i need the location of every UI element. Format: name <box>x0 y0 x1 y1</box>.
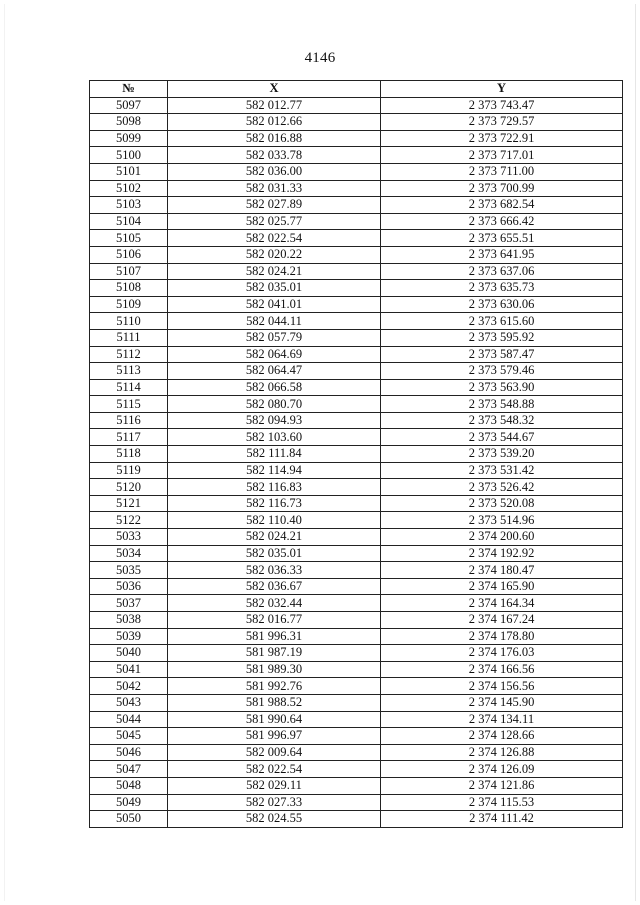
table-row <box>90 495 623 512</box>
point-number-cell: 5035 <box>90 562 168 579</box>
point-number-cell: 5116 <box>90 412 168 429</box>
point-number-cell: 5118 <box>90 446 168 463</box>
x-coordinate-cell: 582 029.11 <box>168 777 381 794</box>
table-row <box>90 794 623 811</box>
table-row <box>90 462 623 479</box>
y-coordinate-cell: 2 374 176.03 <box>381 645 623 662</box>
y-coordinate-cell: 2 373 539.20 <box>381 446 623 463</box>
point-number-cell: 5036 <box>90 578 168 595</box>
point-number-cell: 5107 <box>90 263 168 280</box>
y-coordinate-cell: 2 374 111.42 <box>381 811 623 828</box>
point-number-cell: 5114 <box>90 379 168 396</box>
point-number-cell: 5103 <box>90 197 168 214</box>
x-coordinate-cell: 582 036.00 <box>168 163 381 180</box>
point-number-cell: 5098 <box>90 114 168 131</box>
table-row <box>90 246 623 263</box>
y-coordinate-cell: 2 374 134.11 <box>381 711 623 728</box>
x-coordinate-cell: 582 111.84 <box>168 446 381 463</box>
header-y: Y <box>381 81 623 98</box>
point-number-cell: 5113 <box>90 363 168 380</box>
x-coordinate-cell: 582 116.83 <box>168 479 381 496</box>
x-coordinate-cell: 582 032.44 <box>168 595 381 612</box>
y-coordinate-cell: 2 373 682.54 <box>381 197 623 214</box>
x-coordinate-cell: 581 990.64 <box>168 711 381 728</box>
x-coordinate-cell: 582 016.77 <box>168 612 381 629</box>
table-row <box>90 97 623 114</box>
table-row <box>90 761 623 778</box>
y-coordinate-cell: 2 373 666.42 <box>381 213 623 230</box>
table-row <box>90 363 623 380</box>
point-number-cell: 5033 <box>90 529 168 546</box>
table-row <box>90 130 623 147</box>
point-number-cell: 5105 <box>90 230 168 247</box>
x-coordinate-cell: 582 035.01 <box>168 280 381 297</box>
point-number-cell: 5040 <box>90 645 168 662</box>
point-number-cell: 5109 <box>90 296 168 313</box>
coordinates-table <box>89 80 623 828</box>
y-coordinate-cell: 2 374 167.24 <box>381 612 623 629</box>
x-coordinate-cell: 582 020.22 <box>168 246 381 263</box>
table-row <box>90 811 623 828</box>
table-row <box>90 661 623 678</box>
table-row <box>90 396 623 413</box>
table-row <box>90 329 623 346</box>
point-number-cell: 5104 <box>90 213 168 230</box>
table-row <box>90 562 623 579</box>
y-coordinate-cell: 2 374 200.60 <box>381 529 623 546</box>
y-coordinate-cell: 2 374 180.47 <box>381 562 623 579</box>
point-number-cell: 5039 <box>90 628 168 645</box>
x-coordinate-cell: 582 036.33 <box>168 562 381 579</box>
y-coordinate-cell: 2 373 615.60 <box>381 313 623 330</box>
x-coordinate-cell: 582 022.54 <box>168 761 381 778</box>
table-row <box>90 645 623 662</box>
x-coordinate-cell: 582 044.11 <box>168 313 381 330</box>
x-coordinate-cell: 582 041.01 <box>168 296 381 313</box>
y-coordinate-cell: 2 373 595.92 <box>381 329 623 346</box>
point-number-cell: 5048 <box>90 777 168 794</box>
x-coordinate-cell: 582 033.78 <box>168 147 381 164</box>
point-number-cell: 5050 <box>90 811 168 828</box>
y-coordinate-cell: 2 373 526.42 <box>381 479 623 496</box>
point-number-cell: 5101 <box>90 163 168 180</box>
point-number-cell: 5041 <box>90 661 168 678</box>
point-number-cell: 5097 <box>90 97 168 114</box>
y-coordinate-cell: 2 373 717.01 <box>381 147 623 164</box>
x-coordinate-cell: 581 992.76 <box>168 678 381 695</box>
y-coordinate-cell: 2 373 635.73 <box>381 280 623 297</box>
point-number-cell: 5049 <box>90 794 168 811</box>
table-row <box>90 628 623 645</box>
point-number-cell: 5120 <box>90 479 168 496</box>
x-coordinate-cell: 581 989.30 <box>168 661 381 678</box>
y-coordinate-cell: 2 373 637.06 <box>381 263 623 280</box>
table-row <box>90 412 623 429</box>
table-row <box>90 612 623 629</box>
x-coordinate-cell: 582 012.66 <box>168 114 381 131</box>
y-coordinate-cell: 2 374 126.88 <box>381 744 623 761</box>
table-row <box>90 147 623 164</box>
x-coordinate-cell: 582 035.01 <box>168 545 381 562</box>
table-row <box>90 678 623 695</box>
x-coordinate-cell: 581 996.97 <box>168 728 381 745</box>
point-number-cell: 5108 <box>90 280 168 297</box>
point-number-cell: 5100 <box>90 147 168 164</box>
x-coordinate-cell: 582 012.77 <box>168 97 381 114</box>
point-number-cell: 5121 <box>90 495 168 512</box>
table-row <box>90 280 623 297</box>
x-coordinate-cell: 582 025.77 <box>168 213 381 230</box>
x-coordinate-cell: 582 024.55 <box>168 811 381 828</box>
y-coordinate-cell: 2 374 165.90 <box>381 578 623 595</box>
y-coordinate-cell: 2 374 178.80 <box>381 628 623 645</box>
x-coordinate-cell: 582 036.67 <box>168 578 381 595</box>
table-row <box>90 263 623 280</box>
y-coordinate-cell: 2 374 145.90 <box>381 694 623 711</box>
table-row <box>90 711 623 728</box>
table-row <box>90 346 623 363</box>
x-coordinate-cell: 582 016.88 <box>168 130 381 147</box>
x-coordinate-cell: 582 080.70 <box>168 396 381 413</box>
point-number-cell: 5112 <box>90 346 168 363</box>
table-body <box>90 97 623 827</box>
x-coordinate-cell: 582 116.73 <box>168 495 381 512</box>
table-row <box>90 429 623 446</box>
x-coordinate-cell: 581 988.52 <box>168 694 381 711</box>
y-coordinate-cell: 2 373 579.46 <box>381 363 623 380</box>
table-row <box>90 180 623 197</box>
y-coordinate-cell: 2 373 641.95 <box>381 246 623 263</box>
table-header <box>90 81 623 98</box>
y-coordinate-cell: 2 373 655.51 <box>381 230 623 247</box>
x-coordinate-cell: 582 009.64 <box>168 744 381 761</box>
table-row <box>90 512 623 529</box>
y-coordinate-cell: 2 373 563.90 <box>381 379 623 396</box>
table-row <box>90 479 623 496</box>
y-coordinate-cell: 2 373 548.32 <box>381 412 623 429</box>
x-coordinate-cell: 582 024.21 <box>168 263 381 280</box>
table-row <box>90 744 623 761</box>
y-coordinate-cell: 2 373 729.57 <box>381 114 623 131</box>
table-row <box>90 545 623 562</box>
point-number-cell: 5043 <box>90 694 168 711</box>
y-coordinate-cell: 2 374 164.34 <box>381 595 623 612</box>
y-coordinate-cell: 2 373 711.00 <box>381 163 623 180</box>
point-number-cell: 5119 <box>90 462 168 479</box>
point-number-cell: 5047 <box>90 761 168 778</box>
y-coordinate-cell: 2 373 587.47 <box>381 346 623 363</box>
y-coordinate-cell: 2 373 544.67 <box>381 429 623 446</box>
table-row <box>90 213 623 230</box>
y-coordinate-cell: 2 374 121.86 <box>381 777 623 794</box>
point-number-cell: 5102 <box>90 180 168 197</box>
table-row <box>90 529 623 546</box>
point-number-cell: 5044 <box>90 711 168 728</box>
point-number-cell: 5037 <box>90 595 168 612</box>
table-row <box>90 578 623 595</box>
point-number-cell: 5099 <box>90 130 168 147</box>
x-coordinate-cell: 582 094.93 <box>168 412 381 429</box>
x-coordinate-cell: 582 114.94 <box>168 462 381 479</box>
table-row <box>90 728 623 745</box>
point-number-cell: 5046 <box>90 744 168 761</box>
page-number: 4146 <box>304 50 336 66</box>
y-coordinate-cell: 2 373 531.42 <box>381 462 623 479</box>
header-number: № <box>90 81 168 98</box>
y-coordinate-cell: 2 374 192.92 <box>381 545 623 562</box>
header-row <box>90 81 623 98</box>
x-coordinate-cell: 582 031.33 <box>168 180 381 197</box>
point-number-cell: 5034 <box>90 545 168 562</box>
point-number-cell: 5115 <box>90 396 168 413</box>
x-coordinate-cell: 582 103.60 <box>168 429 381 446</box>
y-coordinate-cell: 2 374 115.53 <box>381 794 623 811</box>
point-number-cell: 5042 <box>90 678 168 695</box>
point-number-cell: 5110 <box>90 313 168 330</box>
y-coordinate-cell: 2 374 126.09 <box>381 761 623 778</box>
x-coordinate-cell: 581 987.19 <box>168 645 381 662</box>
table-row <box>90 163 623 180</box>
x-coordinate-cell: 582 027.89 <box>168 197 381 214</box>
point-number-cell: 5117 <box>90 429 168 446</box>
point-number-cell: 5038 <box>90 612 168 629</box>
point-number-cell: 5106 <box>90 246 168 263</box>
x-coordinate-cell: 581 996.31 <box>168 628 381 645</box>
y-coordinate-cell: 2 373 743.47 <box>381 97 623 114</box>
x-coordinate-cell: 582 024.21 <box>168 529 381 546</box>
table-row <box>90 379 623 396</box>
x-coordinate-cell: 582 110.40 <box>168 512 381 529</box>
table-row <box>90 595 623 612</box>
x-coordinate-cell: 582 066.58 <box>168 379 381 396</box>
table-row <box>90 694 623 711</box>
x-coordinate-cell: 582 064.69 <box>168 346 381 363</box>
table-row <box>90 313 623 330</box>
table-row <box>90 446 623 463</box>
header-x: X <box>168 81 381 98</box>
y-coordinate-cell: 2 373 700.99 <box>381 180 623 197</box>
point-number-cell: 5045 <box>90 728 168 745</box>
y-coordinate-cell: 2 373 548.88 <box>381 396 623 413</box>
table-row <box>90 296 623 313</box>
table-row <box>90 114 623 131</box>
x-coordinate-cell: 582 064.47 <box>168 363 381 380</box>
y-coordinate-cell: 2 373 630.06 <box>381 296 623 313</box>
x-coordinate-cell: 582 022.54 <box>168 230 381 247</box>
x-coordinate-cell: 582 057.79 <box>168 329 381 346</box>
y-coordinate-cell: 2 373 514.96 <box>381 512 623 529</box>
y-coordinate-cell: 2 374 166.56 <box>381 661 623 678</box>
point-number-cell: 5122 <box>90 512 168 529</box>
y-coordinate-cell: 2 374 128.66 <box>381 728 623 745</box>
y-coordinate-cell: 2 374 156.56 <box>381 678 623 695</box>
y-coordinate-cell: 2 373 520.08 <box>381 495 623 512</box>
table-row <box>90 777 623 794</box>
point-number-cell: 5111 <box>90 329 168 346</box>
x-coordinate-cell: 582 027.33 <box>168 794 381 811</box>
table-row <box>90 197 623 214</box>
y-coordinate-cell: 2 373 722.91 <box>381 130 623 147</box>
table-row <box>90 230 623 247</box>
